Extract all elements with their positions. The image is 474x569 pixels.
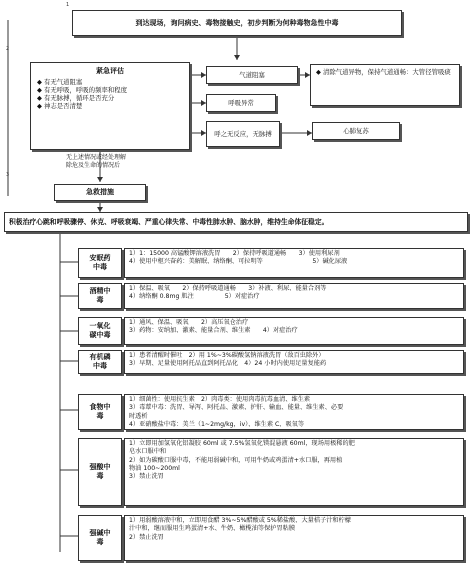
assessment-box — [30, 62, 190, 150]
treatment-line: 物油 100~200ml — [129, 465, 180, 473]
poison-category-label: 食物中毒 — [89, 403, 111, 420]
treatment-line: 1）细菌性：使用抗生素 2）肉毒类：使用肉毒抗毒血清、维生素 — [129, 396, 311, 403]
poison-treatment — [124, 350, 464, 374]
step1-box — [72, 10, 402, 36]
poison-category — [78, 394, 122, 430]
assessment-item: ◆ 有无气道阻塞 — [37, 77, 83, 86]
poison-category — [78, 515, 122, 561]
result-abnormal-breathing: 呼吸异常 — [206, 94, 276, 112]
poison-category-label: 有机磷中毒 — [89, 353, 111, 370]
treatment-line: 4）纳络酮 0.8mg 肌注 5）对症治疗 — [129, 293, 260, 301]
treatment-line: 3）毒蕈中毒：洗胃、导泻、阿托品、激素、护肝、输血、能量、维生素、必要 — [129, 404, 344, 412]
poison-category — [78, 248, 122, 278]
result-no-response: 呼之无反应，无脉搏 — [206, 121, 280, 147]
treatment-line: 时透析 — [129, 412, 148, 420]
treatment-line: 汁中和，继而服用生鸡蛋清+水、牛奶、橄榄油等保护胃粘膜 — [129, 525, 296, 533]
treatment-line: 2）禁止洗胃 — [129, 533, 164, 541]
poison-category — [78, 283, 122, 309]
treatment-line: 1）患者清醒时催吐 2）用 1%~3%碳酸氢钠溶液洗胃（敌百虫除外） — [129, 352, 325, 359]
treatment-line: 4）使用中枢兴奋药：美解眠、纳络酮、可拉明等 5）碱化尿液 — [129, 258, 348, 266]
poison-treatment — [124, 283, 464, 309]
poison-category-label: 强酸中毒 — [89, 463, 111, 480]
treatment-line: 1）保温、吸氧 2）保持呼吸道通畅 3）补液、利尿、能量合剂等 — [129, 285, 327, 292]
step1-text: 到达现场，询问病史、毒物接触史，初步判断为何种毒物急性中毒 — [135, 18, 339, 27]
treatment-line: 1）用弱酸溶液中和，立即用食醋 3%~5%醋酸或 5%稀盐酸、大量桔子汁和柠檬 — [129, 517, 351, 524]
action-clear-airway: ◆ 清除气道异物，保持气道通畅：大管径管吸痰 — [310, 64, 460, 106]
assessment-title: 紧急评估 — [96, 67, 124, 75]
treatment-line: 皂水口服中和 — [129, 448, 167, 456]
assessment-item: ◆ 有无脉搏，循环是否充分 — [37, 93, 115, 102]
assessment-item: ◆ 有无呼吸，呼吸的频率和程度 — [37, 85, 128, 94]
poison-category-label: 安眠药中毒 — [89, 254, 111, 271]
poison-treatment — [124, 248, 464, 278]
treatment-line: 1）1：15000 高锰酸钾溶液洗胃 2）保持呼吸道通畅 3）使用利尿剂 — [129, 250, 340, 257]
treatment-line: 3）早期、足量使用阿托品直到阿托品化 4）24 小时内使用足量复能药 — [129, 360, 327, 368]
treatment-line: 4）亚硝酸盐中毒：美兰（1~2mg/kg，iv）、维生素 C、吸氧等 — [129, 421, 305, 429]
mid-note: 无上述情况或经处理解 除危及生命的情况后 — [66, 154, 127, 169]
step-number-1: 1 — [66, 2, 70, 8]
poison-category-label: 强碱中毒 — [89, 529, 111, 546]
poison-treatment — [124, 438, 464, 506]
action-cpr: 心肺复苏 — [312, 122, 400, 140]
result-airway-obstruction: 气道阻塞 — [206, 66, 298, 84]
treatment-line: 1）通风、保温、吸氧 2）高压氧仓治疗 — [129, 319, 249, 326]
poison-category — [78, 438, 122, 506]
poison-treatment — [124, 394, 464, 430]
poison-treatment — [124, 515, 464, 561]
treatment-line: 3）药物：安纳加、激素、能量合剂、维生素 4）对症治疗 — [129, 327, 298, 335]
poison-category — [78, 350, 122, 374]
step-number-2: 2 — [6, 46, 10, 52]
treatment-line: 1）立即用加氢氧化铝凝胶 60ml 或 7.5%氢氧化镁混悬液 60ml，现场用极稀的肥 — [129, 440, 355, 447]
step-number-3: 3 — [6, 172, 10, 178]
poison-category-label: 酒精中毒 — [89, 287, 111, 304]
poison-category — [78, 317, 122, 345]
assessment-item: ◆ 神志是否清楚 — [37, 101, 83, 110]
poison-category-label: 一氧化碳中毒 — [89, 322, 111, 339]
treatment-line: 3）禁止洗胃 — [129, 473, 164, 481]
rescue-box: 急救措施 — [54, 184, 146, 201]
active-treatment-box: 积极治疗心跳和呼吸骤停、休克、呼吸衰竭、严重心律失常、中毒性肺水肿、脑水肿，维持生命体征稳定。 — [4, 212, 468, 232]
treatment-line: 2）如为碳酸口服中毒，不能用弱碱中和，可用牛奶或鸡蛋清+水口服，再用植 — [129, 456, 343, 464]
poison-treatment — [124, 317, 464, 345]
